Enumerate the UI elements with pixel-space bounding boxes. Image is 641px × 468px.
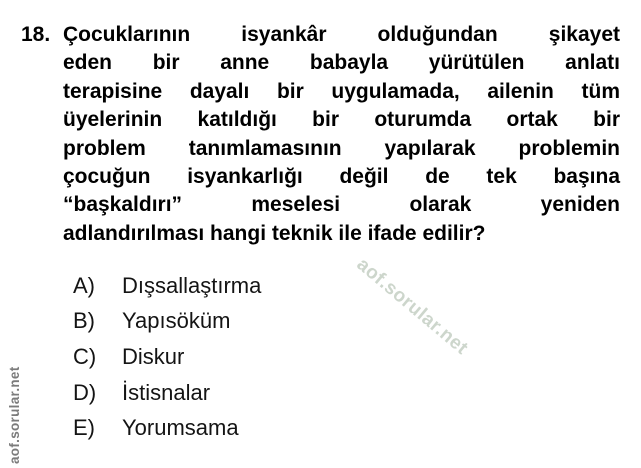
option-row-d bbox=[73, 375, 261, 411]
question-text bbox=[63, 21, 620, 248]
option-text: Dışsallaştırma bbox=[122, 272, 262, 298]
question-line: “başkaldırı” meselesi olarak yeniden bbox=[63, 193, 620, 217]
question-line: problem tanımlamasının yapılarak problemin bbox=[63, 136, 620, 160]
option-text: Diskur bbox=[122, 343, 185, 369]
option-row-c bbox=[73, 339, 261, 375]
question-line: adlandırılması hangi teknik ile ifade edilir? bbox=[63, 221, 486, 245]
option-letter: B) bbox=[73, 308, 95, 334]
option-row-b bbox=[73, 304, 261, 340]
option-text: Yapısöküm bbox=[122, 308, 231, 334]
question-line: çocuğun isyankarlığı değil de tek başına bbox=[63, 165, 620, 189]
watermark-diagonal: aof.sorular.net bbox=[352, 254, 473, 360]
option-letter: E) bbox=[73, 415, 95, 441]
question-line: üyelerinin katıldığı bir oturumda ortak bir bbox=[63, 108, 620, 132]
option-text: İstisnalar bbox=[122, 379, 211, 405]
option-letter: D) bbox=[73, 379, 97, 405]
option-row-a bbox=[73, 268, 261, 304]
question-line: terapisine dayalı bir uygulamada, ailenin tüm bbox=[63, 79, 620, 103]
option-text: Yorumsama bbox=[122, 415, 239, 441]
option-letter: C) bbox=[73, 343, 97, 369]
option-letter: A) bbox=[73, 272, 95, 298]
watermark-left-vertical: aof.sorular.net bbox=[7, 366, 22, 464]
question-block bbox=[21, 21, 620, 248]
question-line: Çocuklarının isyankâr olduğundan şikayet bbox=[63, 23, 620, 46]
question-number: 18. bbox=[21, 23, 51, 46]
question-line: eden bir anne babayla yürütülen anlatı bbox=[63, 51, 620, 75]
option-row-e bbox=[73, 410, 261, 446]
options-list bbox=[73, 268, 261, 446]
